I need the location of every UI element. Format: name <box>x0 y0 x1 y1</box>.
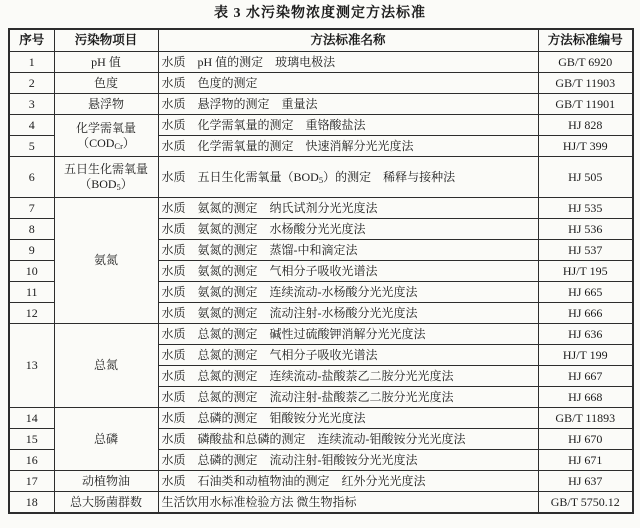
standard-code-cell: HJ 665 <box>538 282 633 303</box>
row-number-cell: 4 <box>9 115 54 136</box>
table-row <box>9 115 633 136</box>
method-name-cell: 水质 化学需氧量的测定 快速消解分光光度法 <box>158 136 538 157</box>
standard-code-cell: HJ/T 199 <box>538 345 633 366</box>
row-number-cell: 6 <box>9 157 54 198</box>
standard-code-cell: GB/T 6920 <box>538 52 633 73</box>
pollutant-formula-line: $(COD_{Cr})$ <box>77 135 135 151</box>
standard-code-cell: HJ/T 195 <box>538 261 633 282</box>
method-name-cell: 水质 磷酸盐和总磷的测定 连续流动-钼酸铵分光光度法 <box>158 429 538 450</box>
row-number-cell: 17 <box>9 471 54 492</box>
header-code: 方法标准编号 <box>538 29 633 52</box>
subscript: Cr <box>114 140 123 151</box>
method-name-cell: 水质 氨氮的测定 蒸馏-中和滴定法 <box>158 240 538 261</box>
standard-code-cell: GB/T 5750.12 <box>538 492 633 514</box>
row-number-cell: 7 <box>9 198 54 219</box>
row-number-cell: 10 <box>9 261 54 282</box>
header-method: 方法标准名称 <box>158 29 538 52</box>
method-name-cell: 水质 总氮的测定 连续流动-盐酸萘乙二胺分光光度法 <box>158 366 538 387</box>
row-number-cell: 11 <box>9 282 54 303</box>
table-row <box>9 324 633 345</box>
method-name-cell: 水质 总磷的测定 流动注射-钼酸铵分光光度法 <box>158 450 538 471</box>
pollutant-cell <box>54 115 158 157</box>
method-name-cell: 水质 总磷的测定 钼酸铵分光光度法 <box>158 408 538 429</box>
standard-code-cell: HJ 828 <box>538 115 633 136</box>
pollutant-cell: 总磷 <box>54 408 158 471</box>
standard-code-cell: HJ 670 <box>538 429 633 450</box>
method-name-cell: 水质 总氮的测定 流动注射-盐酸萘乙二胺分光光度法 <box>158 387 538 408</box>
method-name-cell: 水质 氨氮的测定 气相分子吸收光谱法 <box>158 261 538 282</box>
table-title: 表 3 水污染物浓度测定方法标准 <box>214 6 426 21</box>
method-name-cell: 水质 悬浮物的测定 重量法 <box>158 94 538 115</box>
row-number-cell: 9 <box>9 240 54 261</box>
row-number-cell: 1 <box>9 52 54 73</box>
standard-code-cell: HJ 671 <box>538 450 633 471</box>
standard-code-cell: HJ/T 399 <box>538 136 633 157</box>
standard-code-cell: HJ 536 <box>538 219 633 240</box>
method-name-cell: 水质 石油类和动植物油的测定 红外分光光度法 <box>158 471 538 492</box>
method-name-cell: 水质 色度的测定 <box>158 73 538 94</box>
row-number-cell: 5 <box>9 136 54 157</box>
row-number-cell: 14 <box>9 408 54 429</box>
pollutant-cell: pH 值 <box>54 52 158 73</box>
pollutant-name-line: 化学需氧量 <box>75 120 136 135</box>
row-number-cell: 15 <box>9 429 54 450</box>
standard-code-cell: GB/T 11901 <box>538 94 633 115</box>
row-number-cell: 3 <box>9 94 54 115</box>
standard-code-cell: HJ 505 <box>538 157 633 198</box>
subscript: 5 <box>116 182 121 192</box>
pollutant-cell: 悬浮物 <box>54 94 158 115</box>
method-name-cell: 水质 pH 值的测定 玻璃电极法 <box>158 52 538 73</box>
standard-code-cell: HJ 537 <box>538 240 633 261</box>
table-row <box>9 471 633 492</box>
header-no: 序号 <box>9 29 54 52</box>
subscript: 5 <box>318 174 324 185</box>
pollutant-cell: 动植物油 <box>54 471 158 492</box>
method-name-cell: 生活饮用水标准检验方法 微生物指标 <box>158 492 538 514</box>
pollutant-cell <box>54 157 158 198</box>
standard-code-cell: GB/T 11893 <box>538 408 633 429</box>
method-name-cell: 水质 氨氮的测定 连续流动-水杨酸分光光度法 <box>158 282 538 303</box>
method-name-cell: 水质 五日生化需氧量$(BOD_5)$的测定 稀释与接种法 <box>158 157 538 198</box>
header-pollutant: 污染物项目 <box>54 29 158 52</box>
standard-code-cell: HJ 637 <box>538 471 633 492</box>
row-number-cell: 16 <box>9 450 54 471</box>
standard-code-cell: HJ 666 <box>538 303 633 324</box>
table-row <box>9 73 633 94</box>
method-name-cell: 水质 总氮的测定 碱性过硫酸钾消解分光光度法 <box>158 324 538 345</box>
pollutant-name-line: 五日生化需氧量 <box>63 162 148 176</box>
standard-code-cell: HJ 668 <box>538 387 633 408</box>
standard-code-cell: HJ 667 <box>538 366 633 387</box>
method-name-cell: 水质 氨氮的测定 水杨酸分光光度法 <box>158 219 538 240</box>
row-number-cell: 12 <box>9 303 54 324</box>
standard-code-cell: HJ 535 <box>538 198 633 219</box>
method-name-cell: 水质 氨氮的测定 流动注射-水杨酸分光光度法 <box>158 303 538 324</box>
pollutant-cell: 总大肠菌群数 <box>54 492 158 514</box>
table-row <box>9 94 633 115</box>
pollutant-cell: 色度 <box>54 73 158 94</box>
row-number-cell: 8 <box>9 219 54 240</box>
pollutant-cell: 氨氮 <box>54 198 158 324</box>
row-number-cell: 2 <box>9 73 54 94</box>
table-row <box>9 198 633 219</box>
standard-code-cell: HJ 636 <box>538 324 633 345</box>
method-name-cell: 水质 总氮的测定 气相分子吸收光谱法 <box>158 345 538 366</box>
table-row <box>9 157 633 198</box>
row-number-cell: 18 <box>9 492 54 514</box>
table-row <box>9 408 633 429</box>
standards-table <box>8 28 634 514</box>
table-row <box>9 492 633 514</box>
standard-code-cell: GB/T 11903 <box>538 73 633 94</box>
table-row <box>9 52 633 73</box>
pollutant-cell: 总氮 <box>54 324 158 408</box>
method-name-cell: 水质 化学需氧量的测定 重铬酸盐法 <box>158 115 538 136</box>
header-row <box>9 29 633 52</box>
method-name-cell: 水质 氨氮的测定 纳氏试剂分光光度法 <box>158 198 538 219</box>
row-number-cell: 13 <box>9 324 54 408</box>
pollutant-formula-line: $(BOD_5)$ <box>79 177 133 192</box>
